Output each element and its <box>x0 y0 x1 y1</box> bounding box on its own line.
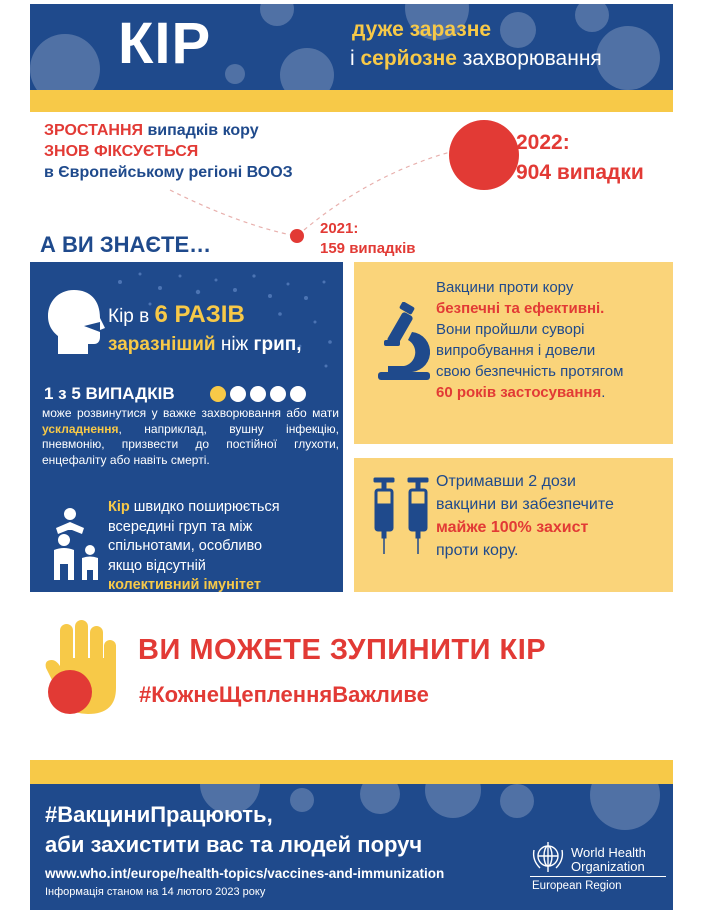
who-divider <box>530 876 666 877</box>
cases-ratio-dots <box>210 386 310 407</box>
footer-url-link[interactable]: www.who.int/europe/health-topics/vaccines-and-immunization <box>45 866 445 881</box>
page-title: КІР <box>118 11 212 76</box>
vaccine-safety-text <box>436 277 623 403</box>
section-heading: А ВИ ЗНАЄТЕ… <box>40 232 212 257</box>
spread-line: всередині груп та між <box>108 518 253 535</box>
stop-hand-icon <box>40 618 124 718</box>
ratio-dot-empty <box>270 386 286 402</box>
dose-line: Отримавши 2 дози <box>436 473 576 490</box>
subtitle-highlight: серйозне <box>360 47 457 70</box>
vaccine-highlight: безпечні та ефективні. <box>436 300 605 317</box>
family-icon <box>42 506 112 582</box>
vaccine-dose-text <box>436 470 614 562</box>
growth-highlight: ЗРОСТАННЯ <box>44 122 144 139</box>
spread-line: спільнотами, особливо <box>108 538 263 554</box>
subtitle-prefix: і <box>350 47 361 70</box>
footer-subline: аби захистити вас та людей поруч <box>45 832 423 857</box>
complications-part: може розвинутися у важке захворювання або мати <box>42 406 339 420</box>
ratio-dot-empty <box>250 386 266 402</box>
stop-hashtag: #КожнеЩепленняВажливе <box>139 682 429 707</box>
vaccine-line: . <box>601 384 606 401</box>
cases-count: 904 випадки <box>516 161 644 184</box>
spread-highlight: Кір <box>108 499 130 515</box>
cases-2022-dot <box>449 120 519 190</box>
cases-ratio-heading: 1 з 5 ВИПАДКІВ <box>44 384 175 403</box>
ratio-dot-empty <box>230 386 246 402</box>
vaccine-line: Вони пройшли суворі <box>436 321 585 338</box>
microscope-icon <box>374 302 434 384</box>
stat-bold: грип, <box>253 334 302 355</box>
complications-text <box>42 406 339 468</box>
stop-headline: ВИ МОЖЕТЕ ЗУПИНИТИ КІР <box>138 634 547 666</box>
year-label: 2021: <box>320 220 359 237</box>
footer-headline <box>45 800 422 860</box>
ratio-dot-filled <box>210 386 226 402</box>
vaccine-line: випробування і довели <box>436 342 596 359</box>
header-subtitle-line1: дуже заразне <box>352 18 492 41</box>
cases-count: 159 випадків <box>320 240 416 257</box>
footer-date: Інформація станом на 14 лютого 2023 року <box>45 886 266 898</box>
spread-line: якщо відсутній <box>108 557 206 574</box>
vaccine-line: Вакцини проти кору <box>436 279 574 296</box>
footer-stripe <box>30 760 673 784</box>
who-name-line: World Health <box>571 845 646 860</box>
spread-line: швидко поширюється <box>129 499 280 515</box>
who-name <box>571 846 646 874</box>
cases-2022-label <box>516 128 644 188</box>
who-name-line: Organization <box>571 859 645 874</box>
spread-highlight: колективний імунітет <box>108 577 261 593</box>
stat-text: ніж <box>215 334 254 355</box>
contagion-stat-line1 <box>108 300 245 332</box>
growth-statement <box>44 120 293 183</box>
complications-highlight: ускладнення <box>42 421 119 436</box>
dose-line: вакцини ви забезпечите <box>436 496 614 513</box>
complications-part: , наприклад, вушну інфекцію, пневмонію, призвести до постійної глухоти, енцефаліту або навіть смерті. <box>42 421 339 467</box>
spread-text <box>108 498 280 596</box>
growth-text: в Європейському регіоні ВООЗ <box>44 164 293 181</box>
vaccine-highlight: 60 років застосування <box>436 384 602 401</box>
footer-hashtag: #ВакциниПрацюють, <box>45 802 273 827</box>
who-region: European Region <box>532 880 622 892</box>
who-emblem-icon <box>530 840 566 874</box>
ratio-dot-empty <box>290 386 306 402</box>
growth-highlight: ЗНОВ ФІКСУЄТЬСЯ <box>44 143 199 160</box>
growth-text: випадків кору <box>143 122 259 139</box>
decor-bubble <box>590 784 660 830</box>
dose-highlight: майже 100% захист <box>436 519 589 536</box>
stat-text: Кір в <box>108 306 155 327</box>
cases-2021-dot <box>290 229 304 243</box>
dose-line: проти кору. <box>436 542 519 559</box>
subtitle-suffix: захворювання <box>456 47 602 70</box>
year-label: 2022: <box>516 131 570 154</box>
decor-bubble <box>425 784 481 818</box>
head-profile-icon <box>44 286 108 358</box>
contagion-stat-line2 <box>108 330 302 360</box>
stat-number: 6 РАЗІВ <box>154 301 245 328</box>
stat-highlight: заразніший <box>108 334 216 355</box>
syringes-icon <box>368 474 440 556</box>
cases-2021-label <box>320 219 415 259</box>
vaccine-line: свою безпечність протягом <box>436 363 624 380</box>
decor-bubble <box>500 784 534 818</box>
